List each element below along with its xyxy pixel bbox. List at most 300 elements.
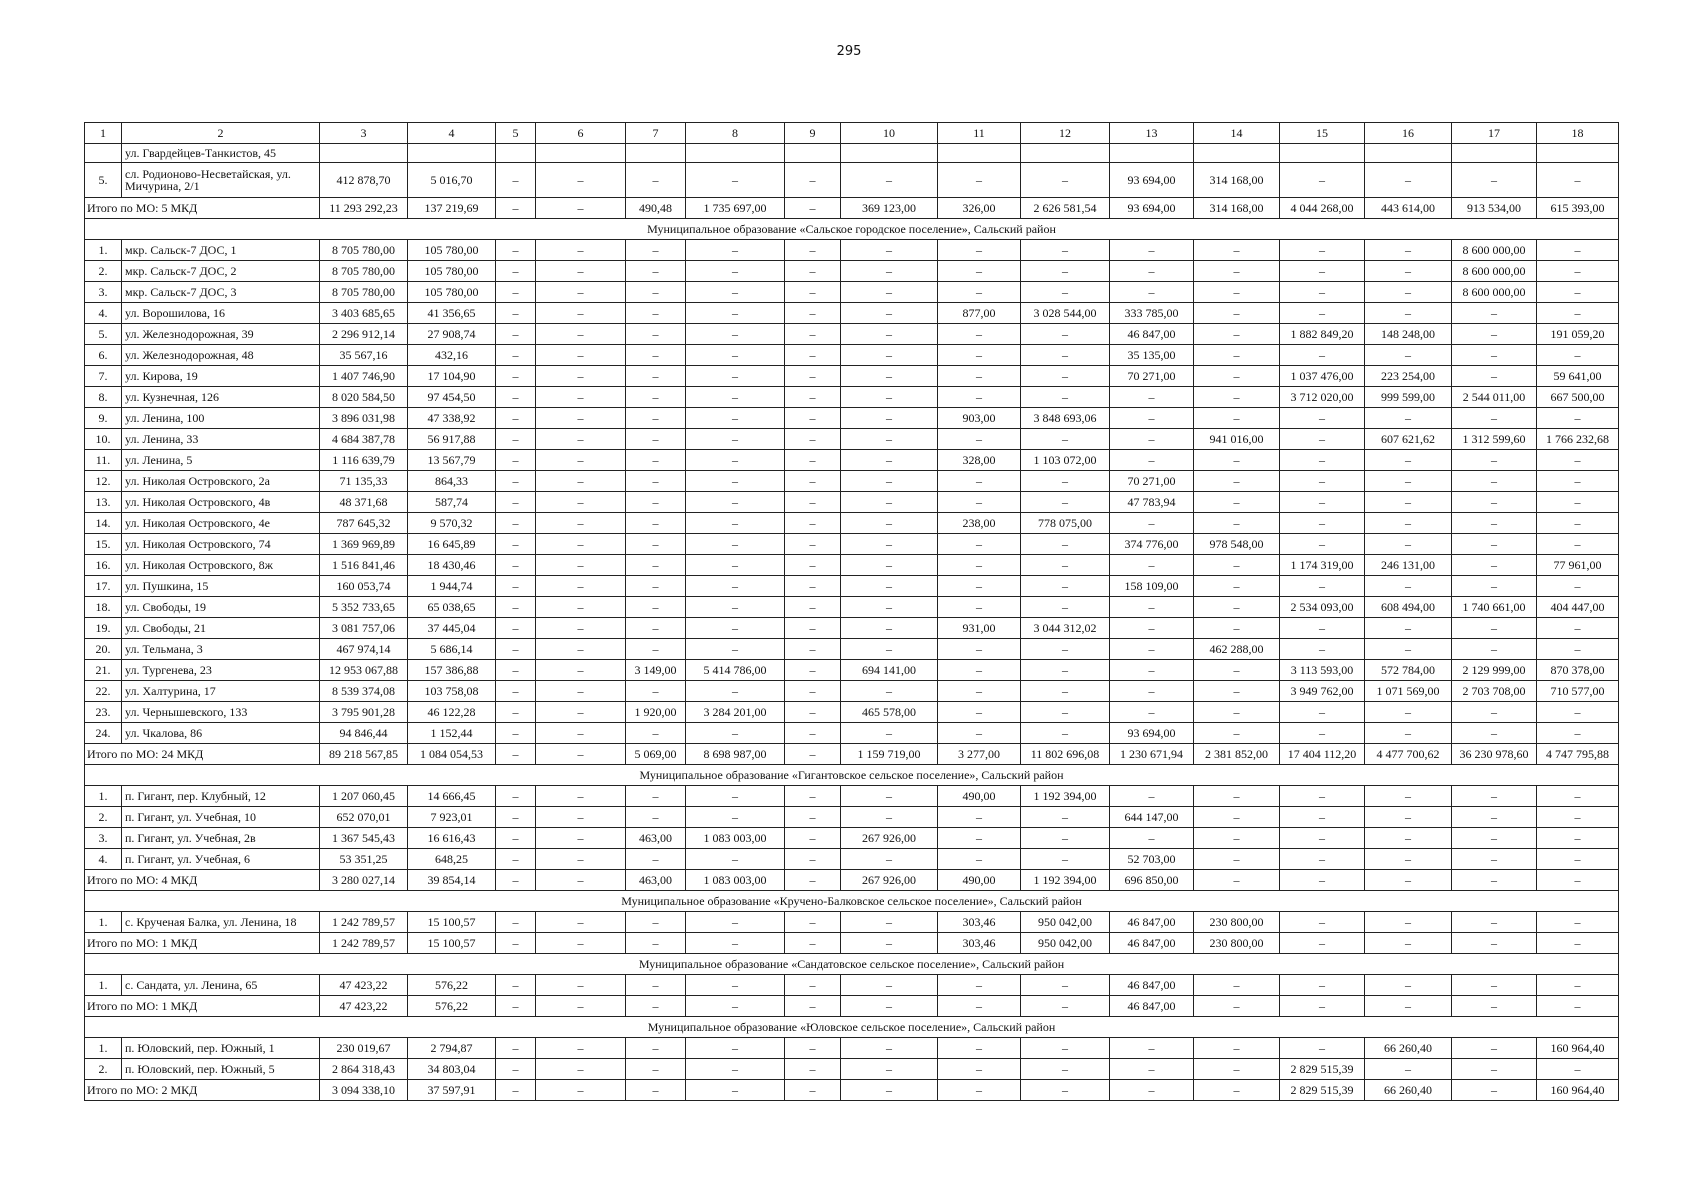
- amount-cell: 48 371,68: [320, 492, 408, 513]
- amount-cell: 230 800,00: [1194, 912, 1280, 933]
- amount-cell: –: [938, 324, 1021, 345]
- amount-cell: 47 338,92: [408, 408, 496, 429]
- column-header: 17: [1452, 123, 1537, 144]
- amount-cell: –: [1194, 975, 1280, 996]
- amount-cell: –: [626, 975, 686, 996]
- amount-cell: –: [496, 240, 536, 261]
- amount-cell: –: [536, 681, 626, 702]
- total-amount-cell: –: [1452, 870, 1537, 891]
- total-row: [85, 870, 1619, 891]
- address-cell: ул. Николая Островского, 8ж: [122, 555, 320, 576]
- total-amount-cell: –: [496, 870, 536, 891]
- amount-cell: 46 847,00: [1110, 912, 1194, 933]
- table-row: [85, 1038, 1619, 1059]
- amount-cell: –: [1452, 618, 1537, 639]
- amount-cell: 999 599,00: [1365, 387, 1452, 408]
- amount-cell: –: [1452, 912, 1537, 933]
- table-row: [85, 163, 1619, 198]
- address-cell: ул. Свободы, 21: [122, 618, 320, 639]
- amount-cell: 158 109,00: [1110, 576, 1194, 597]
- amount-cell: –: [841, 1059, 938, 1080]
- row-number: 24.: [85, 723, 122, 744]
- total-amount-cell: –: [536, 744, 626, 765]
- total-amount-cell: 326,00: [938, 198, 1021, 219]
- table-cell: [496, 144, 536, 163]
- amount-cell: –: [1537, 912, 1619, 933]
- amount-cell: 608 494,00: [1365, 597, 1452, 618]
- amount-cell: –: [536, 807, 626, 828]
- amount-cell: –: [626, 345, 686, 366]
- row-number: 18.: [85, 597, 122, 618]
- address-cell: п. Гигант, ул. Учебная, 10: [122, 807, 320, 828]
- total-amount-cell: –: [496, 996, 536, 1017]
- amount-cell: –: [496, 555, 536, 576]
- total-amount-cell: –: [536, 996, 626, 1017]
- amount-cell: –: [841, 681, 938, 702]
- amount-cell: –: [841, 408, 938, 429]
- amount-cell: –: [938, 163, 1021, 198]
- amount-cell: –: [1021, 534, 1110, 555]
- amount-cell: 3 848 693,06: [1021, 408, 1110, 429]
- amount-cell: 1 766 232,68: [1537, 429, 1619, 450]
- amount-cell: –: [1280, 1038, 1365, 1059]
- amount-cell: –: [496, 345, 536, 366]
- amount-cell: –: [1021, 261, 1110, 282]
- column-header: 2: [122, 123, 320, 144]
- amount-cell: –: [785, 681, 841, 702]
- amount-cell: –: [686, 163, 785, 198]
- amount-cell: –: [496, 1059, 536, 1080]
- total-amount-cell: –: [536, 870, 626, 891]
- amount-cell: 1 369 969,89: [320, 534, 408, 555]
- amount-cell: 8 705 780,00: [320, 240, 408, 261]
- amount-cell: –: [1194, 513, 1280, 534]
- amount-cell: –: [1452, 471, 1537, 492]
- amount-cell: –: [626, 723, 686, 744]
- amount-cell: 46 847,00: [1110, 324, 1194, 345]
- row-number: 19.: [85, 618, 122, 639]
- amount-cell: –: [938, 597, 1021, 618]
- amount-cell: –: [841, 723, 938, 744]
- table-row: [85, 240, 1619, 261]
- total-amount-cell: 1 230 671,94: [1110, 744, 1194, 765]
- amount-cell: –: [1452, 303, 1537, 324]
- amount-cell: –: [785, 828, 841, 849]
- row-number: 3.: [85, 282, 122, 303]
- amount-cell: –: [841, 163, 938, 198]
- amount-cell: –: [496, 303, 536, 324]
- amount-cell: –: [1537, 576, 1619, 597]
- amount-cell: –: [496, 681, 536, 702]
- amount-cell: –: [1021, 345, 1110, 366]
- address-cell: ул. Ворошилова, 16: [122, 303, 320, 324]
- amount-cell: 8 600 000,00: [1452, 282, 1537, 303]
- amount-cell: 37 445,04: [408, 618, 496, 639]
- amount-cell: 1 920,00: [626, 702, 686, 723]
- amount-cell: –: [938, 1059, 1021, 1080]
- amount-cell: 246 131,00: [1365, 555, 1452, 576]
- amount-cell: –: [1110, 786, 1194, 807]
- table-cell: [1280, 144, 1365, 163]
- amount-cell: 931,00: [938, 618, 1021, 639]
- table-row: [85, 366, 1619, 387]
- amount-cell: 14 666,45: [408, 786, 496, 807]
- total-amount-cell: 1 159 719,00: [841, 744, 938, 765]
- amount-cell: –: [1110, 597, 1194, 618]
- amount-cell: –: [626, 240, 686, 261]
- amount-cell: 2 864 318,43: [320, 1059, 408, 1080]
- amount-cell: –: [686, 576, 785, 597]
- column-header: 9: [785, 123, 841, 144]
- amount-cell: –: [1110, 660, 1194, 681]
- amount-cell: –: [496, 429, 536, 450]
- continuation-row: [85, 144, 1619, 163]
- column-header: 12: [1021, 123, 1110, 144]
- amount-cell: –: [686, 450, 785, 471]
- amount-cell: –: [1021, 282, 1110, 303]
- amount-cell: –: [626, 513, 686, 534]
- amount-cell: –: [1021, 807, 1110, 828]
- total-row: [85, 198, 1619, 219]
- table-row: [85, 429, 1619, 450]
- amount-cell: –: [1194, 345, 1280, 366]
- amount-cell: –: [1110, 282, 1194, 303]
- address-cell: ул. Ленина, 100: [122, 408, 320, 429]
- amount-cell: –: [785, 1059, 841, 1080]
- table-row: [85, 450, 1619, 471]
- total-amount-cell: 490,48: [626, 198, 686, 219]
- total-amount-cell: 1 192 394,00: [1021, 870, 1110, 891]
- amount-cell: –: [536, 345, 626, 366]
- amount-cell: –: [626, 1059, 686, 1080]
- amount-cell: 2 296 912,14: [320, 324, 408, 345]
- amount-cell: –: [841, 261, 938, 282]
- address-cell: ул. Николая Островского, 74: [122, 534, 320, 555]
- amount-cell: 16 645,89: [408, 534, 496, 555]
- amount-cell: 3 949 762,00: [1280, 681, 1365, 702]
- amount-cell: –: [841, 303, 938, 324]
- amount-cell: –: [536, 324, 626, 345]
- table-cell: [1110, 144, 1194, 163]
- amount-cell: 978 548,00: [1194, 534, 1280, 555]
- table-row: [85, 282, 1619, 303]
- amount-cell: –: [785, 366, 841, 387]
- amount-cell: –: [1452, 786, 1537, 807]
- row-number: 23.: [85, 702, 122, 723]
- amount-cell: –: [496, 639, 536, 660]
- amount-cell: –: [1110, 639, 1194, 660]
- amount-cell: –: [785, 786, 841, 807]
- total-amount-cell: 8 698 987,00: [686, 744, 785, 765]
- table-cell: [85, 144, 122, 163]
- amount-cell: 1 882 849,20: [1280, 324, 1365, 345]
- amount-cell: –: [785, 849, 841, 870]
- amount-cell: –: [938, 681, 1021, 702]
- amount-cell: –: [841, 513, 938, 534]
- amount-cell: 576,22: [408, 975, 496, 996]
- total-amount-cell: 2 829 515,39: [1280, 1080, 1365, 1101]
- amount-cell: 94 846,44: [320, 723, 408, 744]
- amount-cell: 5 352 733,65: [320, 597, 408, 618]
- amount-cell: 8 705 780,00: [320, 282, 408, 303]
- amount-cell: –: [785, 450, 841, 471]
- amount-cell: –: [841, 975, 938, 996]
- amount-cell: –: [1021, 492, 1110, 513]
- amount-cell: –: [496, 408, 536, 429]
- amount-cell: –: [1194, 450, 1280, 471]
- table-cell: [626, 144, 686, 163]
- amount-cell: –: [938, 555, 1021, 576]
- amount-cell: –: [496, 471, 536, 492]
- amount-cell: –: [1365, 975, 1452, 996]
- amount-cell: –: [626, 1038, 686, 1059]
- amount-cell: 5 016,70: [408, 163, 496, 198]
- amount-cell: 1 367 545,43: [320, 828, 408, 849]
- total-amount-cell: 1 084 054,53: [408, 744, 496, 765]
- amount-cell: –: [1110, 1038, 1194, 1059]
- amount-cell: –: [686, 912, 785, 933]
- amount-cell: –: [1280, 975, 1365, 996]
- amount-cell: –: [1537, 786, 1619, 807]
- amount-cell: –: [1537, 492, 1619, 513]
- amount-cell: 1 192 394,00: [1021, 786, 1110, 807]
- amount-cell: –: [841, 471, 938, 492]
- amount-cell: –: [1365, 912, 1452, 933]
- table-row: [85, 492, 1619, 513]
- total-amount-cell: 47 423,22: [320, 996, 408, 1017]
- amount-cell: 103 758,08: [408, 681, 496, 702]
- amount-cell: 572 784,00: [1365, 660, 1452, 681]
- address-cell: мкр. Сальск-7 ДОС, 2: [122, 261, 320, 282]
- total-amount-cell: 615 393,00: [1537, 198, 1619, 219]
- amount-cell: 2 703 708,00: [1452, 681, 1537, 702]
- row-number: 3.: [85, 828, 122, 849]
- amount-cell: –: [1021, 660, 1110, 681]
- amount-cell: –: [1194, 408, 1280, 429]
- amount-cell: –: [496, 912, 536, 933]
- row-number: 1.: [85, 786, 122, 807]
- amount-cell: –: [496, 450, 536, 471]
- amount-cell: –: [1365, 261, 1452, 282]
- address-cell: мкр. Сальск-7 ДОС, 3: [122, 282, 320, 303]
- amount-cell: –: [1194, 492, 1280, 513]
- amount-cell: 93 694,00: [1110, 163, 1194, 198]
- amount-cell: –: [1280, 576, 1365, 597]
- amount-cell: 328,00: [938, 450, 1021, 471]
- amount-cell: –: [626, 261, 686, 282]
- amount-cell: –: [1280, 261, 1365, 282]
- amount-cell: –: [1365, 408, 1452, 429]
- total-amount-cell: 369 123,00: [841, 198, 938, 219]
- table-row: [85, 534, 1619, 555]
- total-amount-cell: –: [496, 744, 536, 765]
- amount-cell: –: [841, 324, 938, 345]
- amount-cell: –: [686, 807, 785, 828]
- amount-cell: –: [626, 534, 686, 555]
- amount-cell: –: [496, 492, 536, 513]
- amount-cell: –: [1021, 555, 1110, 576]
- amount-cell: –: [496, 261, 536, 282]
- address-cell: ул. Николая Островского, 4е: [122, 513, 320, 534]
- amount-cell: –: [496, 576, 536, 597]
- total-amount-cell: 15 100,57: [408, 933, 496, 954]
- total-amount-cell: –: [1021, 996, 1110, 1017]
- amount-cell: –: [1021, 975, 1110, 996]
- amount-cell: –: [536, 849, 626, 870]
- amount-cell: –: [1537, 639, 1619, 660]
- total-amount-cell: 11 293 292,23: [320, 198, 408, 219]
- amount-cell: –: [1110, 618, 1194, 639]
- amount-cell: –: [938, 807, 1021, 828]
- amount-cell: –: [1194, 1038, 1280, 1059]
- amount-cell: –: [686, 1038, 785, 1059]
- amount-cell: –: [1194, 702, 1280, 723]
- table-cell: [408, 144, 496, 163]
- amount-cell: –: [841, 576, 938, 597]
- total-amount-cell: 1 735 697,00: [686, 198, 785, 219]
- amount-cell: –: [1365, 807, 1452, 828]
- amount-cell: –: [1110, 681, 1194, 702]
- amount-cell: –: [1194, 828, 1280, 849]
- table-row: [85, 849, 1619, 870]
- total-amount-cell: –: [1452, 933, 1537, 954]
- amount-cell: –: [626, 807, 686, 828]
- amount-cell: –: [938, 282, 1021, 303]
- amount-cell: –: [785, 807, 841, 828]
- row-number: 13.: [85, 492, 122, 513]
- amount-cell: –: [626, 786, 686, 807]
- amount-cell: 374 776,00: [1110, 534, 1194, 555]
- amount-cell: –: [1194, 366, 1280, 387]
- amount-cell: 1 037 476,00: [1280, 366, 1365, 387]
- amount-cell: –: [1021, 849, 1110, 870]
- column-header: 4: [408, 123, 496, 144]
- amount-cell: –: [785, 660, 841, 681]
- amount-cell: –: [1021, 702, 1110, 723]
- amount-cell: –: [496, 282, 536, 303]
- amount-cell: –: [841, 597, 938, 618]
- amount-cell: –: [785, 723, 841, 744]
- total-amount-cell: –: [536, 1080, 626, 1101]
- amount-cell: 864,33: [408, 471, 496, 492]
- table-cell: [785, 144, 841, 163]
- amount-cell: –: [536, 912, 626, 933]
- amount-cell: 160 053,74: [320, 576, 408, 597]
- amount-cell: –: [1194, 807, 1280, 828]
- address-cell: ул. Пушкина, 15: [122, 576, 320, 597]
- address-cell: п. Юловский, пер. Южный, 5: [122, 1059, 320, 1080]
- column-header: 1: [85, 123, 122, 144]
- amount-cell: 97 454,50: [408, 387, 496, 408]
- amount-cell: –: [1365, 163, 1452, 198]
- amount-cell: –: [1452, 324, 1537, 345]
- amount-cell: –: [626, 282, 686, 303]
- amount-cell: 303,46: [938, 912, 1021, 933]
- amount-cell: 18 430,46: [408, 555, 496, 576]
- amount-cell: –: [626, 163, 686, 198]
- amount-cell: –: [1194, 240, 1280, 261]
- row-number: 17.: [85, 576, 122, 597]
- total-amount-cell: 950 042,00: [1021, 933, 1110, 954]
- total-row: [85, 744, 1619, 765]
- address-cell: ул. Кузнечная, 126: [122, 387, 320, 408]
- section-title: Муниципальное образование «Гигантовское сельское поселение», Сальский район: [85, 765, 1619, 786]
- amount-cell: –: [1280, 513, 1365, 534]
- amount-cell: –: [536, 513, 626, 534]
- amount-cell: –: [1537, 471, 1619, 492]
- total-amount-cell: –: [841, 996, 938, 1017]
- amount-cell: 950 042,00: [1021, 912, 1110, 933]
- total-amount-cell: –: [536, 933, 626, 954]
- amount-cell: 1 740 661,00: [1452, 597, 1537, 618]
- amount-cell: –: [496, 324, 536, 345]
- amount-cell: –: [1365, 282, 1452, 303]
- amount-cell: –: [1365, 723, 1452, 744]
- total-amount-cell: –: [938, 1080, 1021, 1101]
- total-amount-cell: –: [496, 1080, 536, 1101]
- amount-cell: –: [785, 471, 841, 492]
- amount-cell: 3 795 901,28: [320, 702, 408, 723]
- total-amount-cell: 137 219,69: [408, 198, 496, 219]
- amount-cell: –: [1452, 1038, 1537, 1059]
- amount-cell: 1 516 841,46: [320, 555, 408, 576]
- amount-cell: –: [536, 576, 626, 597]
- amount-cell: 160 964,40: [1537, 1038, 1619, 1059]
- amount-cell: 5 686,14: [408, 639, 496, 660]
- table-row: [85, 975, 1619, 996]
- total-amount-cell: 2 626 581,54: [1021, 198, 1110, 219]
- amount-cell: –: [1452, 555, 1537, 576]
- table-row: [85, 576, 1619, 597]
- total-amount-cell: –: [1452, 996, 1537, 1017]
- table-row: [85, 513, 1619, 534]
- amount-cell: 1 944,74: [408, 576, 496, 597]
- amount-cell: –: [841, 534, 938, 555]
- amount-cell: –: [1110, 828, 1194, 849]
- amount-cell: –: [626, 555, 686, 576]
- total-amount-cell: –: [785, 744, 841, 765]
- amount-cell: –: [536, 786, 626, 807]
- amount-cell: 607 621,62: [1365, 429, 1452, 450]
- amount-cell: –: [1365, 345, 1452, 366]
- row-number: 10.: [85, 429, 122, 450]
- amount-cell: –: [1280, 429, 1365, 450]
- total-amount-cell: 11 802 696,08: [1021, 744, 1110, 765]
- total-amount-cell: –: [785, 996, 841, 1017]
- amount-cell: –: [626, 597, 686, 618]
- amount-cell: –: [785, 492, 841, 513]
- amount-cell: 17 104,90: [408, 366, 496, 387]
- amount-cell: –: [1537, 408, 1619, 429]
- amount-cell: –: [1194, 786, 1280, 807]
- table-cell: [938, 144, 1021, 163]
- amount-cell: 66 260,40: [1365, 1038, 1452, 1059]
- total-row: [85, 996, 1619, 1017]
- row-number: 1.: [85, 240, 122, 261]
- amount-cell: –: [1110, 408, 1194, 429]
- amount-cell: –: [1194, 660, 1280, 681]
- amount-cell: –: [938, 492, 1021, 513]
- column-header: 14: [1194, 123, 1280, 144]
- total-amount-cell: –: [1194, 996, 1280, 1017]
- total-amount-cell: –: [686, 933, 785, 954]
- amount-cell: –: [938, 387, 1021, 408]
- amount-cell: 3 149,00: [626, 660, 686, 681]
- section-title: Муниципальное образование «Сандатовское сельское поселение», Сальский район: [85, 954, 1619, 975]
- row-number: 1.: [85, 912, 122, 933]
- amount-cell: –: [686, 471, 785, 492]
- amount-cell: –: [686, 429, 785, 450]
